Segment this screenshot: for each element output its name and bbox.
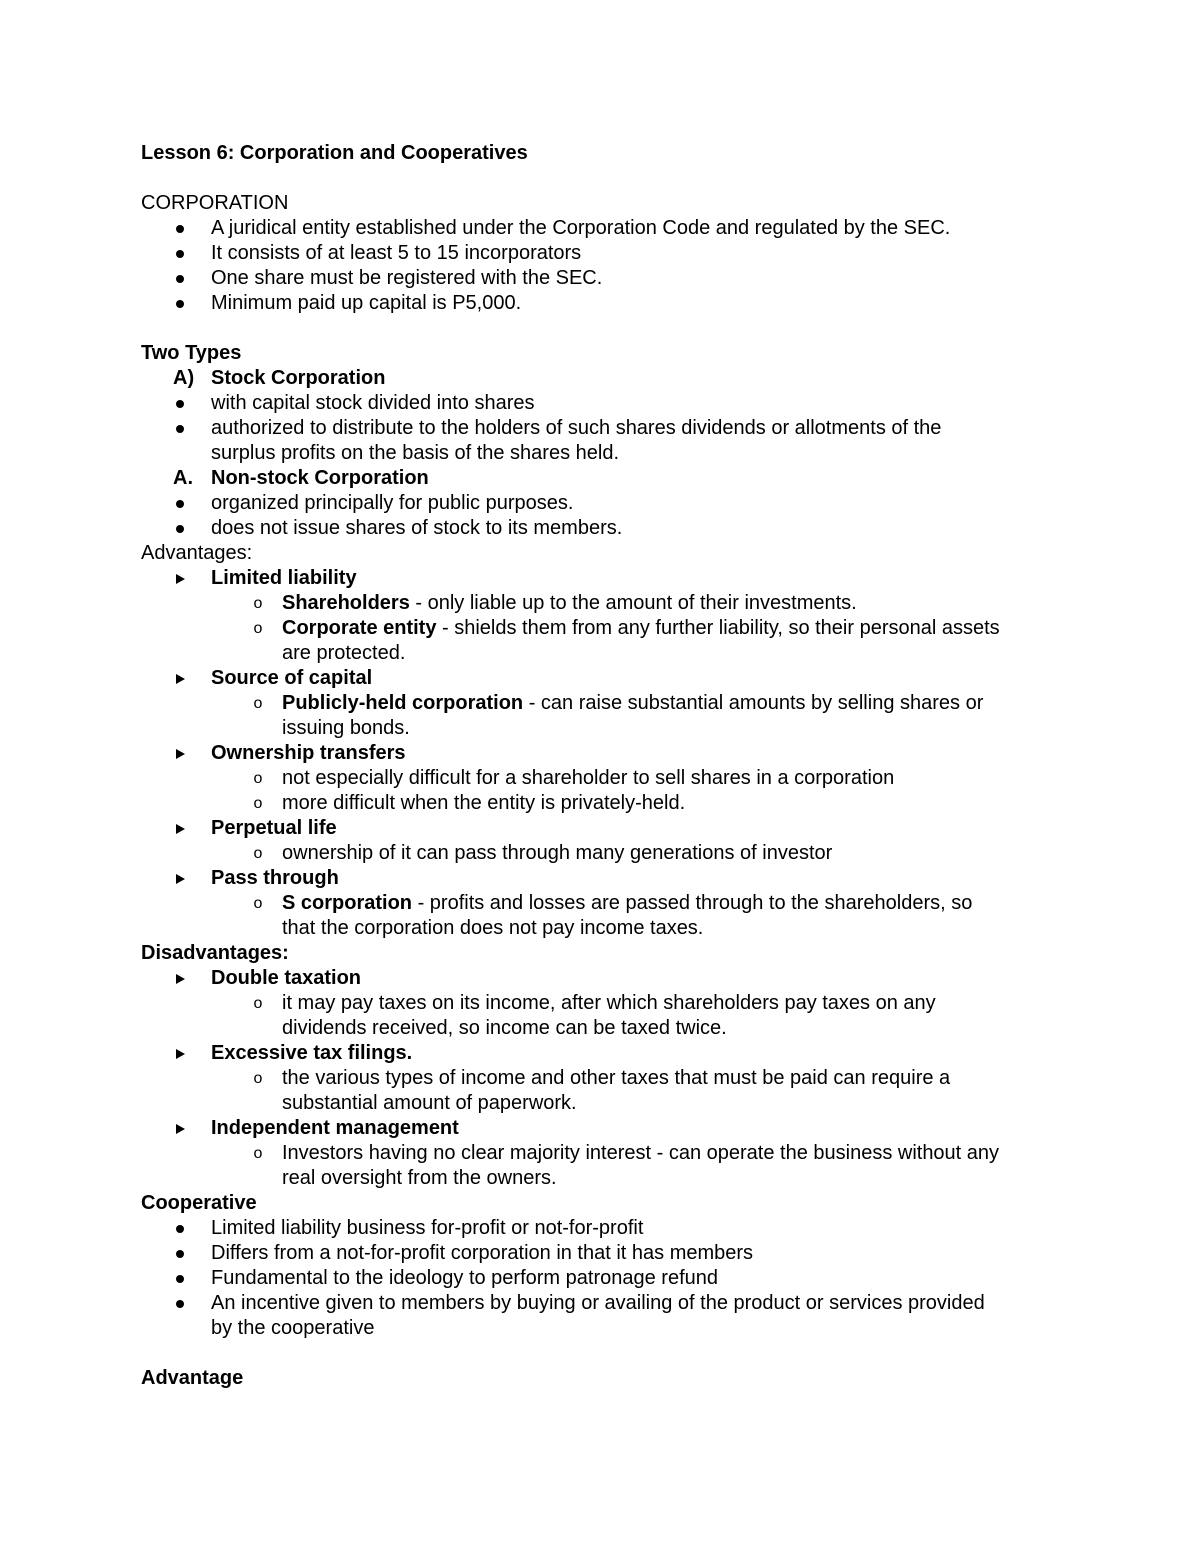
- bullet-icon: [173, 1291, 187, 1316]
- circle-bullet-icon: o: [253, 995, 263, 1012]
- sub-list-item-continuation: real oversight from the owners.: [282, 1167, 557, 1189]
- sub-list-item: o Publicly-held corporation - can raise substantial amounts by selling shares or: [141, 691, 1071, 716]
- bullet-icon: [173, 216, 187, 241]
- list-item: Pass through: [141, 866, 1071, 891]
- bullet-icon: [173, 1216, 187, 1241]
- page-title: Lesson 6: Corporation and Cooperatives: [141, 142, 528, 164]
- disadvantages-heading: Disadvantages:: [141, 942, 289, 964]
- sub-list-item: o the various types of income and other taxes that must be paid can require a: [141, 1066, 1071, 1091]
- bullet-icon: [173, 1266, 187, 1291]
- cooperative-heading: Cooperative: [141, 1192, 257, 1214]
- sub-list-item: o Shareholders - only liable up to the amount of their investments.: [141, 591, 1071, 616]
- bullet-icon: [173, 291, 187, 316]
- sub-list-item-continuation: substantial amount of paperwork.: [282, 1092, 577, 1114]
- list-item: Fundamental to the ideology to perform patronage refund: [141, 1266, 1071, 1291]
- circle-bullet-icon: o: [253, 770, 263, 787]
- arrow-bullet-icon: [173, 666, 187, 691]
- nonstock-corporation-heading: A. Non-stock Corporation: [173, 467, 429, 489]
- bullet-icon: [173, 241, 187, 266]
- list-item-continuation: surplus profits on the basis of the shares held.: [211, 442, 620, 464]
- list-item: with capital stock divided into shares: [141, 391, 1071, 416]
- circle-bullet-icon: o: [253, 795, 263, 812]
- list-item: Differs from a not-for-profit corporation in that it has members: [141, 1241, 1071, 1266]
- list-item: Minimum paid up capital is P5,000.: [141, 291, 1071, 316]
- arrow-bullet-icon: [173, 1041, 187, 1066]
- advantage-heading: Advantage: [141, 1367, 244, 1389]
- sub-list-item: o Corporate entity - shields them from any further liability, so their personal assets: [141, 616, 1071, 641]
- stock-corporation-heading: A) Stock Corporation: [173, 367, 386, 389]
- types-heading: Two Types: [141, 342, 242, 364]
- circle-bullet-icon: o: [253, 1070, 263, 1087]
- sub-list-item-continuation: dividends received, so income can be taxed twice.: [282, 1017, 727, 1039]
- list-marker: A.: [173, 467, 193, 489]
- list-item: One share must be registered with the SEC.: [141, 266, 1071, 291]
- bullet-icon: [173, 416, 187, 441]
- circle-bullet-icon: o: [253, 895, 263, 912]
- arrow-bullet-icon: [173, 1116, 187, 1141]
- sub-list-item: o not especially difficult for a shareholder to sell shares in a corporation: [141, 766, 1071, 791]
- list-item: Ownership transfers: [141, 741, 1071, 766]
- arrow-bullet-icon: [173, 566, 187, 591]
- list-item: Limited liability business for-profit or not-for-profit: [141, 1216, 1071, 1241]
- bullet-icon: [173, 516, 187, 541]
- arrow-bullet-icon: [173, 816, 187, 841]
- sub-list-item: o ownership of it can pass through many generations of investor: [141, 841, 1071, 866]
- sub-list-item-continuation: that the corporation does not pay income taxes.: [282, 917, 704, 939]
- sub-list-item-continuation: are protected.: [282, 642, 406, 664]
- list-item: Independent management: [141, 1116, 1071, 1141]
- list-item: Double taxation: [141, 966, 1071, 991]
- sub-list-item: o more difficult when the entity is privately-held.: [141, 791, 1071, 816]
- list-item: authorized to distribute to the holders of such shares dividends or allotments of the: [141, 416, 1071, 441]
- bullet-icon: [173, 491, 187, 516]
- bullet-icon: [173, 266, 187, 291]
- corporation-heading: CORPORATION: [141, 192, 289, 214]
- circle-bullet-icon: o: [253, 845, 263, 862]
- circle-bullet-icon: o: [253, 595, 263, 612]
- list-item: Source of capital: [141, 666, 1071, 691]
- sub-list-item-continuation: issuing bonds.: [282, 717, 410, 739]
- sub-list-item: o Investors having no clear majority interest - can operate the business without any: [141, 1141, 1071, 1166]
- arrow-bullet-icon: [173, 741, 187, 766]
- circle-bullet-icon: o: [253, 620, 263, 637]
- list-item: A juridical entity established under the Corporation Code and regulated by the SEC.: [141, 216, 1071, 241]
- sub-list-item: o it may pay taxes on its income, after which shareholders pay taxes on any: [141, 991, 1071, 1016]
- list-item-continuation: by the cooperative: [211, 1317, 375, 1339]
- list-item: An incentive given to members by buying or availing of the product or services provided: [141, 1291, 1071, 1316]
- advantages-heading: Advantages:: [141, 542, 253, 564]
- list-item: organized principally for public purposes.: [141, 491, 1071, 516]
- document-content: [141, 141, 1071, 1391]
- list-item: It consists of at least 5 to 15 incorporators: [141, 241, 1071, 266]
- bullet-icon: [173, 391, 187, 416]
- list-item: Excessive tax filings.: [141, 1041, 1071, 1066]
- list-item: does not issue shares of stock to its members.: [141, 516, 1071, 541]
- arrow-bullet-icon: [173, 966, 187, 991]
- list-marker: A): [173, 367, 195, 389]
- sub-list-item: o S corporation - profits and losses are passed through to the shareholders, so: [141, 891, 1071, 916]
- arrow-bullet-icon: [173, 866, 187, 891]
- list-item: Limited liability: [141, 566, 1071, 591]
- bullet-icon: [173, 1241, 187, 1266]
- circle-bullet-icon: o: [253, 1145, 263, 1162]
- circle-bullet-icon: o: [253, 695, 263, 712]
- list-item: Perpetual life: [141, 816, 1071, 841]
